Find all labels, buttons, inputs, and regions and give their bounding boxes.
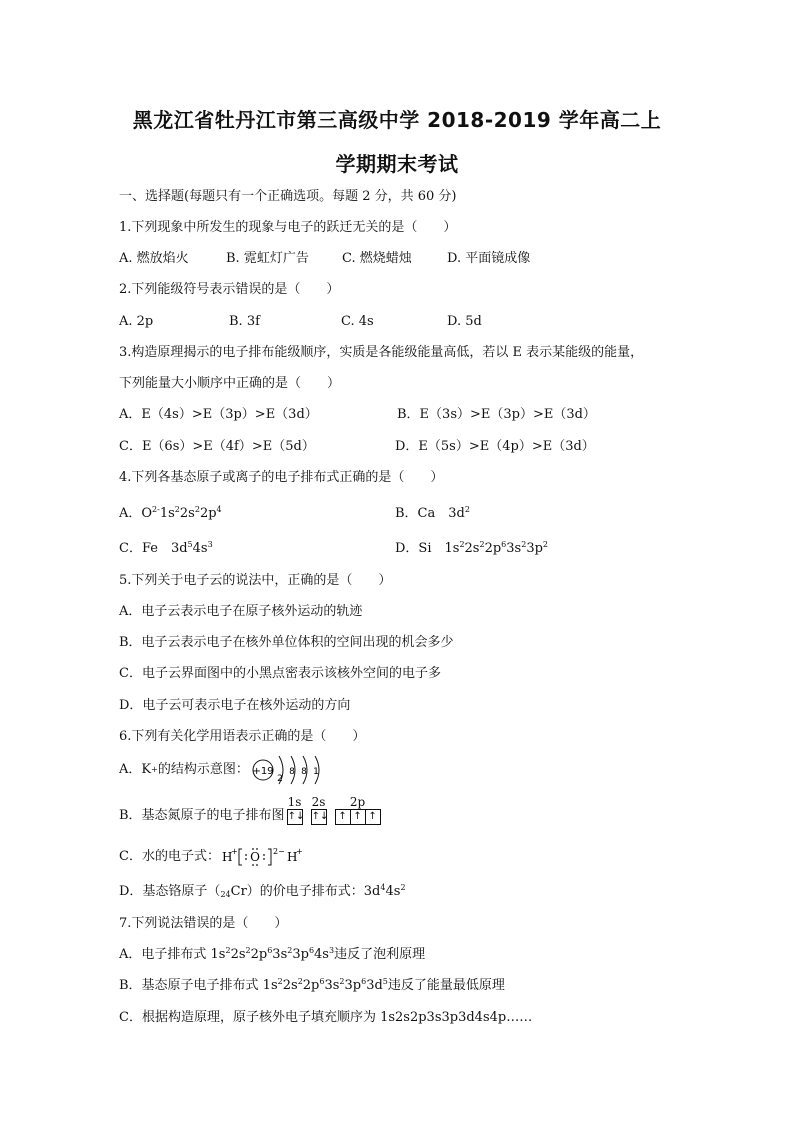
q4-option-c: C．Fe $3d^54s^3$ [119,540,213,556]
orbital-2p: 2p ↑ ↑ ↑ [335,796,381,825]
shell-count-2: 8 [288,767,295,777]
q7-option-c: C．根据构造原理，原子核外电子填充顺序为 1s2s2p3s3p3d4s4p…… [119,1010,533,1025]
q3-stem-line1: 3.构造原理揭示的电子排布能级顺序，实质是各能级能量高低，若以 E 表示某能级的能量， [119,345,644,360]
q1-option-d: D. 平面镜成像 [447,251,531,266]
q4-option-a: A．$O^{2-}1s^22s^22p^4$ [119,505,222,521]
q6-option-c: C．水的电子式： H + O 2− H + [119,846,315,868]
shell-count-4: 1 [312,767,319,777]
q2-stem: 2.下列能级符号表示错误的是（ ） [119,282,340,297]
q5-option-b: B．电子云表示电子在核外单位体积的空间出现的机会多少 [119,635,454,650]
doc-title-line1: 黑龙江省牡丹江市第三高级中学 2018-2019 学年高二上 [132,108,662,132]
svg-text:+: + [295,847,303,856]
q6-option-b: B．基态氮原子的电子排布图 1s ↑↓ 2s ↑↓ 2p ↑ ↑ ↑ [119,796,389,825]
doc-title-line2: 学期期末考试 [335,152,459,176]
q3-option-d: D．E（5s）>E（4p）>E（3d） [395,439,595,454]
svg-text:H: H [286,850,298,864]
q6-option-d: D．基态铬原子$(_{24}Cr)$的价电子排布式：$3d^44s^2$ [119,883,406,899]
q5-option-a: A．电子云表示电子在原子核外运动的轨迹 [119,604,363,619]
q1-option-a: A. 燃放焰火 [119,251,189,266]
q3-option-c: C．E（6s）>E（4f）>E（5d） [119,439,315,454]
atom-structure-diagram [249,752,339,788]
q5-stem: 5.下列关于电子云的说法中，正确的是（ ） [119,573,392,588]
orbital-2s: 2s ↑↓ [311,796,327,825]
q4-option-b: B．Ca $3d^2$ [395,505,470,521]
q7-stem: 7.下列说法错误的是（ ） [119,916,288,931]
q7-option-b: B．基态原子电子排布式 $1s^22s^22p^63s^23p^63d^5$违反了能量最低原理 [119,977,505,993]
q2-option-a: A. 2p [119,314,154,329]
shell-count-1: 2 [276,774,283,784]
nucleus-charge: +19 [252,766,274,777]
q3-option-a: A．E（4s）>E（3p）>E（3d） [119,407,318,422]
section-heading: 一、选择题(每题只有一个正确选项。每题 2 分，共 60 分) [119,189,457,204]
q1-stem: 1.下列现象中所发生的现象与电子的跃迁无关的是（ ） [119,220,457,235]
q4-option-d: D．Si $1s^22s^22p^63s^23p^2$ [395,540,548,556]
q3-option-b: B．E（3s）>E（3p）>E（3d） [397,407,596,422]
svg-text:+: + [230,847,238,856]
q1-option-c: C. 燃烧蜡烛 [342,251,412,266]
svg-text:2−: 2− [272,847,285,856]
q3-stem-line2: 下列能量大小顺序中正确的是（ ） [119,376,341,391]
svg-text:O: O [250,850,260,864]
q7-option-a: A．电子排布式 $1s^22s^22p^63s^23p^64s^3$违反了泡利原理 [119,946,426,962]
q5-option-d: D．电子云可表示电子在核外运动的方向 [119,698,351,713]
q1-option-b: B. 霓虹灯广告 [226,251,309,266]
q6-option-a: A．K + 的结构示意图： +19 2 8 8 1 [119,752,339,788]
q2-option-b: B. 3f [229,314,260,329]
water-electron-formula [220,846,315,868]
svg-text:H: H [221,850,233,864]
q4-stem: 4.下列各基态原子或离子的电子排布式正确的是（ ） [119,470,444,485]
orbital-1s: 1s ↑↓ [287,796,303,825]
shell-count-3: 8 [300,767,307,777]
q5-option-c: C．电子云界面图中的小黑点密表示该核外空间的电子多 [119,666,441,681]
q2-option-c: C. 4s [341,314,374,329]
q6-stem: 6.下列有关化学用语表示正确的是（ ） [119,729,366,744]
q2-option-d: D. 5d [447,314,482,329]
